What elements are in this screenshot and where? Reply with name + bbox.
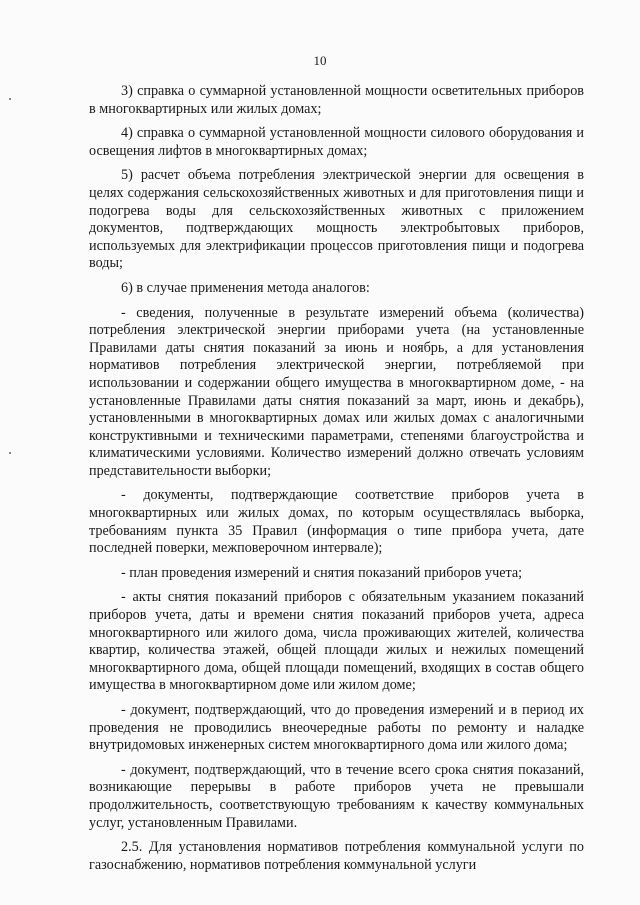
scan-mark bbox=[9, 452, 11, 454]
paragraph-no-repairs: - документ, подтверждающий, что до проведения измерений и в период их проведения не проводились внеочередные работы по ремонту и наладке внутридомовых инженерных систем многоквартирного дома или жилого дома; bbox=[89, 702, 584, 754]
page-number: 10 bbox=[313, 53, 327, 68]
paragraph-item-6: 6) в случае применения метода аналогов: bbox=[121, 279, 370, 296]
paragraph-acts: - акты снятия показаний приборов с обязательным указанием показаний приборов учета, даты и времени снятия показаний приборов учета, адреса многоквартирного или жилого дома, числа проживающих жителей, количества квартир, количества этажей, общей площади жилых и нежилых помещений многоквартирного дома, общей площади помещений, входящих в состав общего имущества в многоквартирном доме или жилом доме; bbox=[89, 589, 584, 694]
paragraph-plan: - план проведения измерений и снятия показаний приборов учета; bbox=[121, 564, 523, 581]
scan-mark bbox=[9, 98, 11, 100]
paragraph-item-4: 4) справка о суммарной установленной мощности силового оборудования и освещения лифтов в многоквартирных домах; bbox=[89, 125, 584, 159]
paragraph-measurements: - сведения, полученные в результате измерений объема (количества) потребления электрической энергии приборами учета (на установленные Правилами даты снятия показаний за июнь и ноябрь, а для установления нормативов потребления электрической энергии, потребляемой при использовании и содержании общего имущества в многоквартирном доме, - на установленные Правилами даты снятия показаний за март, июнь и декабрь), установленными в многоквартирных домах или жилых домах с аналогичными конструктивными и техническими параметрами, степенями благоустройства и климатическими условиями. Количество измерений должно отвечать условиям представительности выборки; bbox=[89, 304, 584, 479]
document-body bbox=[89, 83, 584, 877]
paragraph-item-3: 3) справка о суммарной установленной мощности осветительных приборов в многоквартирных или жилых домах; bbox=[89, 83, 584, 117]
paragraph-2-5: 2.5. Для установления нормативов потребления коммунальной услуги по газоснабжению, нормативов потребления коммунальной услуги bbox=[89, 839, 584, 873]
paragraph-interruptions: - документ, подтверждающий, что в течение всего срока снятия показаний, возникающие перерывы в работе приборов учета не превышали продолжительность, соответствующую требованиям к качеству коммунальных услуг, установленным Правилами. bbox=[89, 761, 584, 831]
paragraph-documents: - документы, подтверждающие соответствие приборов учета в многоквартирных или жилых домах, по которым осуществлялась выборка, требованиям пункта 35 Правил (информация о типе прибора учета, дате последней поверки, межповерочном интервале); bbox=[89, 487, 584, 557]
paragraph-item-5: 5) расчет объема потребления электрической энергии для освещения в целях содержания сельскохозяйственных животных и для приготовления пищи и подогрева воды для сельскохозяйственных животных с приложением документов, подтверждающих мощность электробытовых приборов, используемых для электрификации процессов приготовления пищи и подогрева воды; bbox=[89, 167, 584, 272]
